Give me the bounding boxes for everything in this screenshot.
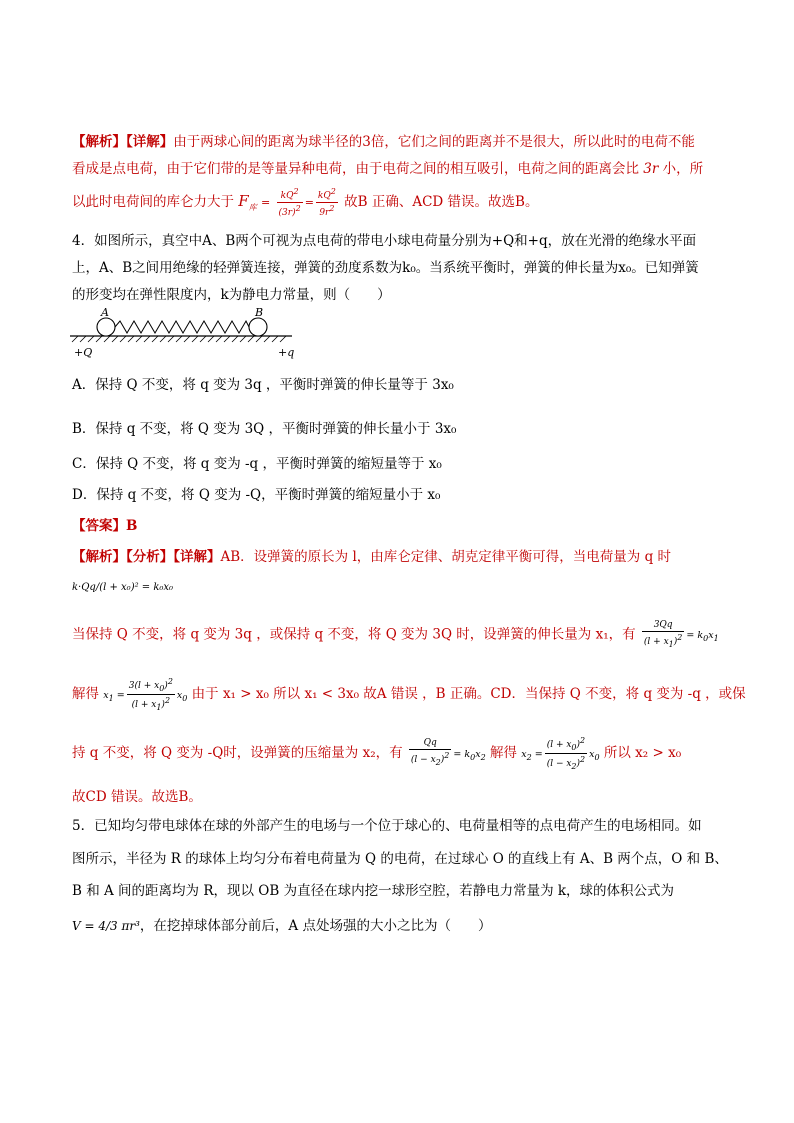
ball-b [249,318,267,336]
eq-x2: $\frac{(l + x_0)^2}{(l - x_2)^2}$ [546,736,586,771]
q4-line3: 的形变均在弹性限度内，k为静电力常量，则（ ） [72,287,391,303]
q4-line1: 4．如图所示，真空中A、B两个可视为点电荷的带电小球电荷量分别为+Q和+q，放在光滑的绝缘水平面 [72,233,697,249]
label-b: B [255,306,264,319]
fraction-kq2-3r2: $\frac{kQ^2}{(3r)^2}$ [278,187,301,218]
q5-line3: B 和 A 间的距离均为 R，现以 OB 为直径在球内挖一球形空腔，若静电力常量为 k，球的体积公式为 [72,883,675,899]
analysis4-line6: 故CD 错误。故选B。 [72,789,202,805]
q4-line2: 上，A、B之间用绝缘的轻弹簧连接，弹簧的劲度系数为k₀。当系统平衡时，弹簧的伸长量为x₀。已知弹簧 [72,260,699,276]
q5-line2: 图所示，半径为 R 的球体上均匀分布着电荷量为 Q 的电荷，在过球心 O 的直线上有 A、B 两个点，O 和 B、 [72,851,728,867]
analysis4-line3: 当保持 Q 不变，将 q 变为 3q ，或保持 q 不变，将 Q 变为 3Q 时，设弹簧的伸长量为 x₁，有 $\frac{3Qq}{(l + x_1)^2}$ = $k_0x_1$ [72,620,719,649]
spring [115,321,249,333]
analysis3-line1: 【解析】【详解】由于两球心间的距离为球半径的3倍，它们之间的距离并不是很大，所以此时的电荷不能 [72,134,695,150]
label-plus-q-small: +q [278,346,295,359]
analysis3-line3: 以此时电荷间的库仑力大于 $F_库$ = $\frac{kQ^2}{(3r)^2}$ = $\frac{kQ^2}{9r^2}$ 故B 正确、ACD 错误。故选B。 [72,187,539,218]
eq-3qq: $\frac{3Qq}{(l + x_1)^2}$ [643,620,683,649]
analysis4-line1: 【解析】【分析】【详解】AB．设弹簧的原长为 l，由库仑定律、胡克定律平衡可得，当电荷量为 q 时 [72,549,672,565]
choice-c: C．保持 Q 不变，将 q 变为 -q ，平衡时弹簧的缩短量等于 x₀ [72,456,442,472]
analysis-tag: 【解析】【详解】 [72,134,174,150]
eq-x1: $\frac{3(l + x_0)^2}{(l + x_1)^2}$ [128,677,173,712]
force-symbol: $F_库$ [238,192,257,212]
fraction-kq2-9r2: $\frac{kQ^2}{9r^2}$ [317,187,336,218]
q5-line4: V = 4/3 πr³，在挖掉球体部分前后，A 点处场强的大小之比为（ ） [72,918,492,934]
ball-a [97,318,115,336]
label-a: A [101,306,109,319]
answer: 【答案】B [72,518,138,534]
analysis4-line4: 解得 $x_1$ = $\frac{3(l + x_0)^2}{(l + x_1)^2}$ $x_0$ 由于 x₁ > x₀ 所以 x₁ < 3x₀ 故A 错误 ，B 正确。CD．当保持 Q 不变，将 q 变为 -q ，或保 [72,677,746,712]
analysis4-line5: 持 q 不变，将 Q 变为 -Q时，设弹簧的压缩量为 x₂，有 $\frac{Qq}{(l - x_2)^2}$ = $k_0x_2$ 解得 $x_2$ = $\frac{(l + x_0)^2}{(l - x_2)^2}$ $x_0$ 所以 x₂ > x₀ [72,736,682,771]
analysis3-line2: 看成是点电荷，由于它们带的是等量异种电荷，由于电荷之间的相互吸引，电荷之间的距离会比 3r 小，所 [72,161,704,177]
analysis4-eq1: k·Qq/(l + x₀)² = k₀x₀ [72,582,174,593]
choice-b: B．保持 q 不变，将 Q 变为 3Q ，平衡时弹簧的伸长量小于 3x₀ [72,421,457,437]
choice-a: A．保持 Q 不变，将 q 变为 3q ，平衡时弹簧的伸长量等于 3x₀ [72,377,454,393]
q5-line1: 5．已知均匀带电球体在球的外部产生的电场与一个位于球心的、电荷量相等的点电荷产生的电场相同。如 [72,818,702,834]
spring-figure [70,305,295,360]
choice-d: D．保持 q 不变，将 Q 变为 -Q，平衡时弹簧的缩短量小于 x₀ [72,487,441,503]
label-plus-q-big: +Q [74,346,93,359]
volume-formula: V = 4/3 πr³ [72,919,140,933]
eq-qq-x2: $\frac{Qq}{(l - x_2)^2}$ [410,738,450,768]
